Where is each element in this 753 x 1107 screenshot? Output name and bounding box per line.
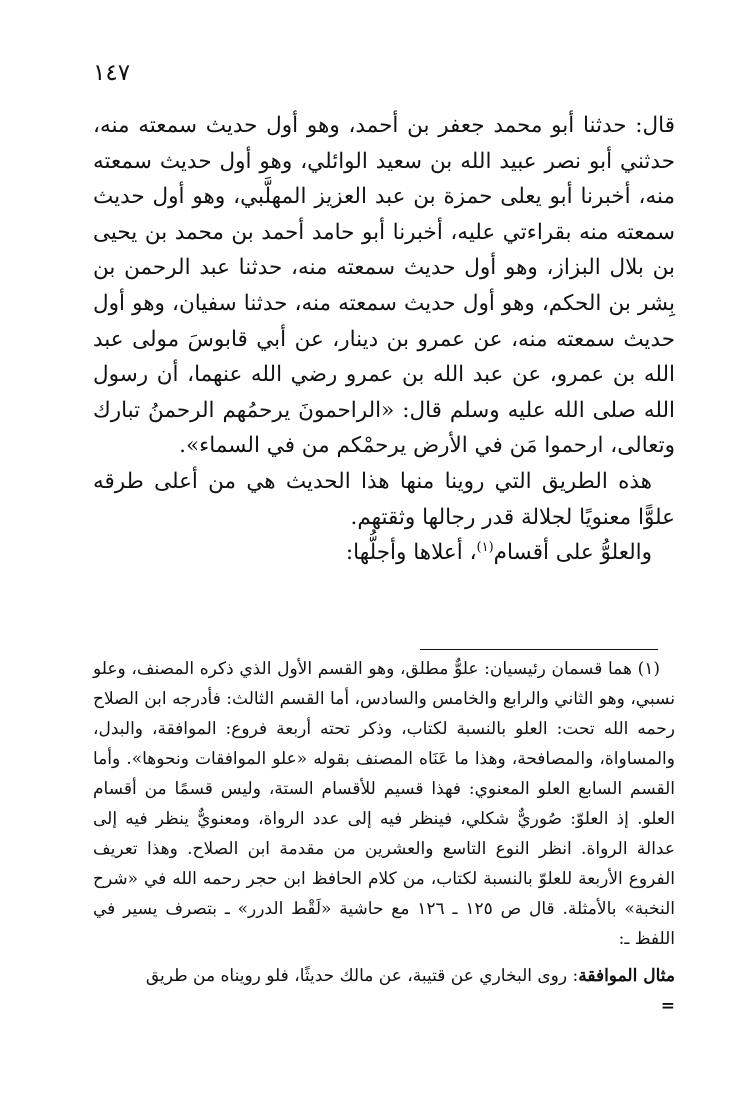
footnote-example (93, 961, 675, 991)
page-number: ١٤٧ (93, 60, 131, 86)
footnote-reference: (١) (476, 539, 494, 555)
commentary-paragraph: هذه الطريق التي روينا منها هذا الحديث هي من أعلى طرقه علوًّا معنويًا لجلالة قدر رجالها وثقتهم. (93, 468, 675, 530)
hadith-chain-paragraph: قال: حدثنا أبو محمد جعفر بن أحمد، وهو أول حديث سمعته منه، حدثني أبو نصر عبيد الله بن سعيد الوائلي، وهو أول حديث سمعته منه، أخبرنا أبو يعلى حمزة بن عبد العزيز المهلَّبي، وهو أول حديث سمعته منه بقراءتي عليه، أخبرنا أبو حامد أحمد بن محمد بن يحيى بن بلال البزاز، وهو أول حديث سمعته منه، حدثنا عبد الرحمن بن بِشر بن الحكم، وهو أول حديث سمعته منه، حدثنا سفيان، وهو أول حديث سمعته منه، عن عمرو بن دينار، عن أبي قابوسَ مولى عبد الله بن عمرو، عن عبد الله بن عمرو رضي الله عنهما، أن رسول الله صلى الله عليه وسلم قال: «الراحمونَ يرحمُهم الرحمنُ تبارك وتعالى، ارحموا مَن في الأرض يرحمْكم من في السماء». (93, 113, 675, 459)
sections-paragraph (93, 535, 675, 571)
footnote-divider (420, 649, 658, 650)
sections-text: والعلوُّ على أقسام (493, 540, 652, 566)
sections-text-end: ، أعلاها وأجلُّها: (345, 540, 477, 566)
footnote-1: (١) هما قسمان رئيسيان: علوٌّ مطلق، وهو القسم الأول الذي ذكره المصنف، وعلو نسبي، وهو الثاني والرابع والخامس والسادس، أما القسم الثالث: فأدرجه ابن الصلاح رحمه الله تحت: العلو بالنسبة لكتاب، وذكر تحته أربعة فروع: الموافقة، والبدل، والمساواة، والمصافحة، وهذا ما عَنَاه المصنف بقوله «علو الموافقات ونحوها». وأما القسم السابع العلو المعنوي: فهذا قسيم للأقسام الستة، وليس قسمًا من أقسام العلو. إذ العلوّ: صُوريٌّ شكلي، فينظر فيه إلى عدد الرواة، ومعنويٌّ ينظر فيه إلى عدالة الرواة. انظر النوع التاسع والعشرين من مقدمة ابن الصلاح. وهذا تعريف الفروع الأربعة للعلوّ بالنسبة لكتاب، من كلام الحافظ ابن حجر رحمه الله في «شرح النخبة» بالأمثلة. قال ص ١٢٥ ـ ١٢٦ مع حاشية «لَقْط الدرر» ـ بتصرف يسير في اللفظ ـ: (93, 659, 675, 949)
footnotes (93, 654, 675, 1021)
continuation-mark: = (660, 996, 675, 1016)
example-text: : روى البخاري عن قتيبة، عن مالك حديثًا، فلو رويناه من طريق (145, 966, 579, 986)
main-text (93, 108, 675, 571)
example-label: مثال الموافقة (578, 966, 675, 986)
